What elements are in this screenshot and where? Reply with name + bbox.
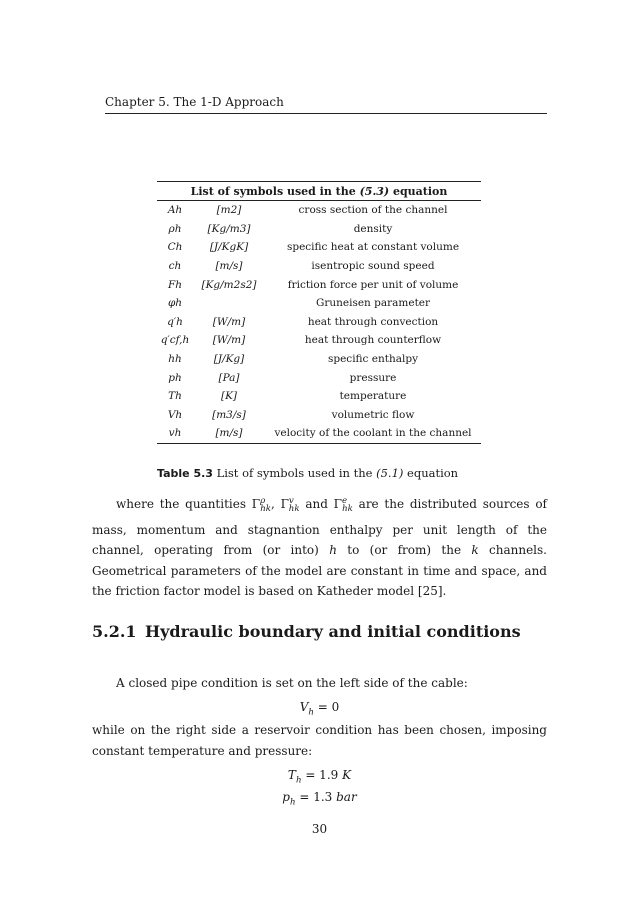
table-row bbox=[157, 331, 481, 350]
unit-cell: [K] bbox=[220, 390, 238, 403]
symbol-cell: Vh bbox=[167, 408, 183, 421]
eq2-sub: h bbox=[295, 775, 302, 786]
table-row bbox=[157, 220, 481, 239]
symbol-cell: ρh bbox=[168, 222, 182, 235]
symbol-cell: Fh bbox=[167, 278, 183, 291]
unit-cell bbox=[193, 294, 265, 313]
description-cell: Gruneisen parameter bbox=[315, 297, 431, 310]
paragraph-sources: where the quantities $\Gamma^\rho_{hk}$, $\Gamma^v_{hk}$ and $\Gamma^e_{hk}$ are the distributed sources of mass, momentum and stagnantion enthalpy per unit length of the channel, operating from (or into) h to (or from) the k channels. Geometrical parameters of the model are constant in time and space, and the friction factor model is based on Katheder model [25]. bbox=[92, 496, 547, 599]
symbol-cell: q′cf,h bbox=[160, 334, 190, 347]
equation-flow bbox=[92, 700, 547, 717]
section-title: Hydraulic boundary and initial conditions bbox=[145, 622, 521, 641]
p1-text-c: are the distributed sources of mass, momentum and stagnantion enthalpy per unit length of the channel, operating from (or into) bbox=[92, 497, 547, 558]
paragraph-reservoir: while on the right side a reservoir condition has been chosen, imposing constant temperature and pressure: bbox=[92, 723, 547, 758]
unit-cell: [Kg/m3] bbox=[207, 222, 251, 235]
description-cell: volumetric flow bbox=[331, 408, 415, 421]
table-title-suffix: equation bbox=[389, 185, 448, 198]
description-cell: friction force per unit of volume bbox=[287, 278, 459, 291]
table-row bbox=[157, 387, 481, 406]
eq2-unit: K bbox=[342, 768, 352, 782]
symbol-cell: Th bbox=[168, 390, 182, 403]
table-row bbox=[157, 313, 481, 332]
eq3-value: = 1.3 bbox=[295, 790, 337, 804]
unit-cell: [W/m] bbox=[212, 334, 246, 347]
unit-cell: [m3/s] bbox=[212, 408, 246, 421]
description-cell: cross section of the channel bbox=[298, 204, 448, 217]
caption-ref: (5.1) bbox=[376, 466, 404, 480]
symbol-cell: φh bbox=[167, 297, 183, 310]
equation-pressure bbox=[92, 790, 547, 807]
paragraph-closed-pipe: A closed pipe condition is set on the left side of the cable: bbox=[116, 676, 468, 690]
symbol-cell: hh bbox=[168, 353, 182, 366]
unit-cell: [m2] bbox=[216, 204, 242, 217]
description-cell: specific enthalpy bbox=[327, 353, 418, 366]
description-cell: density bbox=[353, 222, 393, 235]
table-title-prefix: List of symbols used in the bbox=[190, 185, 360, 198]
section-number: 5.2.1 bbox=[92, 622, 137, 641]
caption-suffix: equation bbox=[403, 466, 459, 480]
p1-text-e: channels. Geometrical parameters of the model are constant in time and space, and the friction factor model is based on Katheder model [25]. bbox=[92, 543, 547, 599]
running-header: Chapter 5. The 1-D Approach bbox=[105, 95, 547, 114]
symbol-cell: ph bbox=[168, 371, 182, 384]
description-cell: velocity of the coolant in the channel bbox=[274, 427, 472, 440]
table-row bbox=[157, 275, 481, 294]
symbol-cell: Ah bbox=[167, 204, 183, 217]
eq3-unit: bar bbox=[336, 790, 357, 804]
unit-cell: [m/s] bbox=[215, 260, 243, 273]
table-row bbox=[157, 368, 481, 387]
description-cell: heat through convection bbox=[307, 315, 439, 328]
table-row bbox=[157, 257, 481, 276]
description-cell: isentropic sound speed bbox=[311, 260, 435, 273]
table-row bbox=[157, 201, 481, 220]
unit-cell: [J/KgK] bbox=[209, 241, 249, 254]
description-cell: heat through counterflow bbox=[304, 334, 442, 347]
unit-cell: [J/Kg] bbox=[213, 353, 245, 366]
equation-temperature bbox=[92, 768, 547, 785]
caption-text: List of symbols used in the bbox=[212, 466, 377, 480]
table-title-ref: (5.3) bbox=[359, 185, 390, 198]
eq3-lhs: p bbox=[282, 790, 290, 804]
description-cell: pressure bbox=[349, 371, 397, 384]
eq3-sub: h bbox=[289, 797, 296, 808]
table-row bbox=[157, 238, 481, 257]
table-row bbox=[157, 350, 481, 369]
eq2-value: = 1.9 bbox=[301, 768, 343, 782]
unit-cell: [Pa] bbox=[218, 371, 240, 384]
table-row bbox=[157, 406, 481, 425]
table-title bbox=[157, 182, 481, 201]
section-heading bbox=[92, 622, 547, 641]
eq2-lhs: T bbox=[287, 768, 296, 782]
table-header-row bbox=[157, 182, 481, 201]
caption-label: Table 5.3 bbox=[157, 467, 213, 480]
table-row bbox=[157, 294, 481, 313]
symbol-cell: Ch bbox=[167, 241, 183, 254]
eq1-rhs: = 0 bbox=[313, 700, 340, 714]
eq1-sub: h bbox=[308, 707, 314, 718]
symbol-cell: q′h bbox=[167, 315, 183, 328]
unit-cell: [m/s] bbox=[215, 427, 243, 440]
symbols-table bbox=[157, 181, 481, 444]
p1-var-h: h bbox=[329, 543, 337, 558]
page-number: 30 bbox=[311, 822, 328, 836]
eq1-lhs: V bbox=[299, 700, 309, 714]
table-row bbox=[157, 424, 481, 443]
description-cell: temperature bbox=[339, 390, 407, 403]
unit-cell: [Kg/m2s2] bbox=[201, 278, 257, 291]
symbol-cell: ch bbox=[168, 260, 182, 273]
unit-cell: [W/m] bbox=[212, 315, 246, 328]
table-body bbox=[157, 201, 481, 444]
symbol-cell: vh bbox=[168, 427, 182, 440]
p1-text-a: where the quantities Γ bbox=[116, 497, 261, 511]
p1-text-b: and Γ bbox=[299, 497, 342, 511]
p1-var-k: k bbox=[471, 543, 479, 558]
p1-text-d: to (or from) the bbox=[336, 543, 472, 558]
table-caption bbox=[157, 466, 458, 480]
description-cell: specific heat at constant volume bbox=[286, 241, 460, 254]
